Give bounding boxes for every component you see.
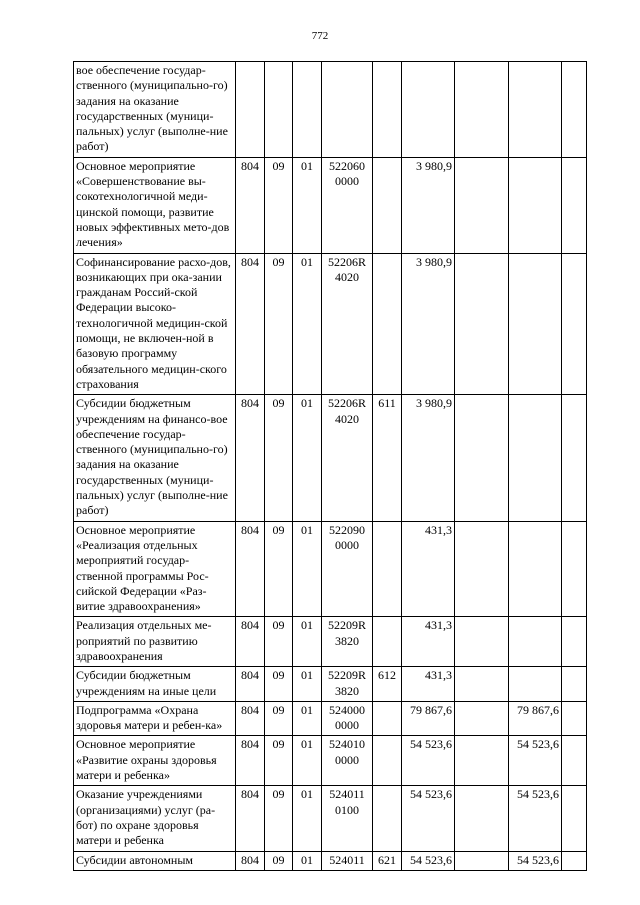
amount-cell-1: 79 867,6 xyxy=(402,701,455,736)
page-number: 772 xyxy=(311,30,329,42)
subsection-code-cell: 01 xyxy=(293,701,322,736)
table-row xyxy=(74,701,587,736)
table-row xyxy=(74,395,587,521)
expense-type-cell xyxy=(373,62,402,158)
target-article-cell xyxy=(322,521,373,617)
amount-cell-1: 431,3 xyxy=(402,521,455,617)
amount-cell-4 xyxy=(562,62,587,158)
amount-cell-3: 79 867,6 xyxy=(509,701,562,736)
subsection-code-cell: 01 xyxy=(293,253,322,395)
target-article-cell xyxy=(322,701,373,736)
target-article-part-1: 524011 xyxy=(329,852,365,867)
section-code-cell: 09 xyxy=(265,736,293,786)
target-article-part-1: 52209R xyxy=(327,668,366,683)
amount-cell-1: 3 980,9 xyxy=(402,253,455,395)
row-name-cell: Оказание учреждениями (организациями) услуг (ра-бот) по охране здоровья матери и ребенка xyxy=(74,786,236,851)
subsection-code-cell: 01 xyxy=(293,617,322,667)
table-row xyxy=(74,667,587,702)
subsection-code-cell: 01 xyxy=(293,395,322,521)
section-code-cell: 09 xyxy=(265,521,293,617)
amount-cell-4 xyxy=(562,786,587,851)
expense-type-cell: 612 xyxy=(373,667,402,702)
amount-cell-2 xyxy=(455,62,509,158)
amount-cell-4 xyxy=(562,521,587,617)
ministry-code-cell: 804 xyxy=(236,851,265,870)
subsection-code-cell: 01 xyxy=(293,851,322,870)
row-name-cell: Основное мероприятие «Совершенствование вы-сокотехнологичной меди-цинской помощи, развитие новых эффективных мето-дов лечения» xyxy=(74,157,236,253)
expense-type-cell xyxy=(373,617,402,667)
amount-cell-1 xyxy=(402,62,455,158)
amount-cell-2 xyxy=(455,253,509,395)
amount-cell-4 xyxy=(562,395,587,521)
table-row xyxy=(74,851,587,870)
row-name-cell: Субсидии автономным xyxy=(74,851,236,870)
table-row xyxy=(74,786,587,851)
target-article-part-1: 522090 xyxy=(329,522,365,537)
target-article-part-1: 524000 xyxy=(329,702,365,717)
expense-type-cell xyxy=(373,701,402,736)
section-code-cell: 09 xyxy=(265,395,293,521)
amount-cell-2 xyxy=(455,395,509,521)
target-article-cell xyxy=(322,157,373,253)
amount-cell-3 xyxy=(509,157,562,253)
target-article-part-2: 0000 xyxy=(335,752,359,767)
row-name-cell: Субсидии бюджетным учреждениям на иные цели xyxy=(74,667,236,702)
table-row xyxy=(74,736,587,786)
ministry-code-cell: 804 xyxy=(236,667,265,702)
expense-type-cell xyxy=(373,521,402,617)
amount-cell-3 xyxy=(509,253,562,395)
amount-cell-3 xyxy=(509,617,562,667)
expense-type-cell xyxy=(373,786,402,851)
row-name-cell: Субсидии бюджетным учреждениям на финансо-вое обеспечение государ-ственного (муниципально-го) задания на оказание государственных (муници-пальных) услуг (выполне-ние работ) xyxy=(74,395,236,521)
target-article-part-1: 524010 xyxy=(329,737,365,752)
row-name-cell: Подпрограмма «Охрана здоровья матери и ребен-ка» xyxy=(74,701,236,736)
row-name-cell: Основное мероприятие «Развитие охраны здоровья матери и ребенка» xyxy=(74,736,236,786)
expense-type-cell: 621 xyxy=(373,851,402,870)
amount-cell-1: 54 523,6 xyxy=(402,851,455,870)
amount-cell-1: 431,3 xyxy=(402,667,455,702)
amount-cell-2 xyxy=(455,157,509,253)
target-article-part-1: 522060 xyxy=(329,158,365,173)
amount-cell-4 xyxy=(562,851,587,870)
amount-cell-4 xyxy=(562,701,587,736)
amount-cell-1: 3 980,9 xyxy=(402,157,455,253)
row-name-cell: Софинансирование расхо-дов, возникающих при ока-зании гражданам Россий-ской Федерации высоко-технологичной медицин-ской помощи, не включен-ной в базовую программу обязательного медицин-ского страхования xyxy=(74,253,236,395)
amount-cell-2 xyxy=(455,786,509,851)
row-name-cell: вое обеспечение государ-ственного (муниципально-го) задания на оказание государственных (муници-пальных) услуг (выполне-ние работ) xyxy=(74,62,236,158)
amount-cell-1: 3 980,9 xyxy=(402,395,455,521)
section-code-cell: 09 xyxy=(265,851,293,870)
subsection-code-cell: 01 xyxy=(293,786,322,851)
subsection-code-cell: 01 xyxy=(293,521,322,617)
target-article-part-1: 52209R xyxy=(327,618,366,633)
ministry-code-cell: 804 xyxy=(236,157,265,253)
table-row xyxy=(74,617,587,667)
amount-cell-3 xyxy=(509,521,562,617)
section-code-cell: 09 xyxy=(265,667,293,702)
expense-type-cell: 611 xyxy=(373,395,402,521)
amount-cell-3: 54 523,6 xyxy=(509,786,562,851)
target-article-cell xyxy=(322,617,373,667)
amount-cell-1: 54 523,6 xyxy=(402,786,455,851)
budget-table-body xyxy=(74,62,587,871)
amount-cell-1: 431,3 xyxy=(402,617,455,667)
target-article-part-2: 3820 xyxy=(335,633,359,648)
amount-cell-2 xyxy=(455,617,509,667)
target-article-part-2: 0100 xyxy=(335,802,359,817)
target-article-cell xyxy=(322,62,373,158)
target-article-part-2: 4020 xyxy=(335,269,359,284)
ministry-code-cell: 804 xyxy=(236,253,265,395)
target-article-cell xyxy=(322,395,373,521)
target-article-cell xyxy=(322,851,373,870)
target-article-part-2: 4020 xyxy=(335,411,359,426)
amount-cell-3 xyxy=(509,667,562,702)
section-code-cell: 09 xyxy=(265,786,293,851)
ministry-code-cell: 804 xyxy=(236,701,265,736)
ministry-code-cell: 804 xyxy=(236,521,265,617)
table-row xyxy=(74,253,587,395)
target-article-part-2: 0000 xyxy=(335,174,359,189)
amount-cell-4 xyxy=(562,617,587,667)
subsection-code-cell xyxy=(293,62,322,158)
amount-cell-3: 54 523,6 xyxy=(509,736,562,786)
expense-type-cell xyxy=(373,157,402,253)
target-article-part-2: 0000 xyxy=(335,718,359,733)
section-code-cell xyxy=(265,62,293,158)
amount-cell-3 xyxy=(509,62,562,158)
amount-cell-2 xyxy=(455,521,509,617)
amount-cell-4 xyxy=(562,253,587,395)
target-article-part-1: 524011 xyxy=(329,787,365,802)
table-row xyxy=(74,62,587,158)
amount-cell-1: 54 523,6 xyxy=(402,736,455,786)
target-article-cell xyxy=(322,736,373,786)
amount-cell-4 xyxy=(562,157,587,253)
ministry-code-cell: 804 xyxy=(236,786,265,851)
ministry-code-cell: 804 xyxy=(236,617,265,667)
amount-cell-3 xyxy=(509,395,562,521)
table-row xyxy=(74,521,587,617)
target-article-cell xyxy=(322,667,373,702)
ministry-code-cell xyxy=(236,62,265,158)
row-name-cell: Основное мероприятие «Реализация отдельных мероприятий государ-ственной программы Рос-сийской Федерации «Раз-витие здравоохранения» xyxy=(74,521,236,617)
amount-cell-2 xyxy=(455,736,509,786)
target-article-cell xyxy=(322,786,373,851)
section-code-cell: 09 xyxy=(265,157,293,253)
amount-cell-2 xyxy=(455,701,509,736)
target-article-part-2: 3820 xyxy=(335,683,359,698)
table-row xyxy=(74,157,587,253)
subsection-code-cell: 01 xyxy=(293,667,322,702)
subsection-code-cell: 01 xyxy=(293,736,322,786)
amount-cell-3: 54 523,6 xyxy=(509,851,562,870)
target-article-part-2: 0000 xyxy=(335,537,359,552)
expense-type-cell xyxy=(373,736,402,786)
row-name-cell: Реализация отдельных ме-роприятий по развитию здравоохранения xyxy=(74,617,236,667)
subsection-code-cell: 01 xyxy=(293,157,322,253)
amount-cell-2 xyxy=(455,851,509,870)
ministry-code-cell: 804 xyxy=(236,736,265,786)
section-code-cell: 09 xyxy=(265,617,293,667)
target-article-cell xyxy=(322,253,373,395)
expense-type-cell xyxy=(373,253,402,395)
ministry-code-cell: 804 xyxy=(236,395,265,521)
target-article-part-1: 52206R xyxy=(327,254,366,269)
target-article-part-1: 52206R xyxy=(327,396,366,411)
budget-table xyxy=(73,61,587,871)
section-code-cell: 09 xyxy=(265,701,293,736)
amount-cell-4 xyxy=(562,667,587,702)
amount-cell-2 xyxy=(455,667,509,702)
section-code-cell: 09 xyxy=(265,253,293,395)
amount-cell-4 xyxy=(562,736,587,786)
